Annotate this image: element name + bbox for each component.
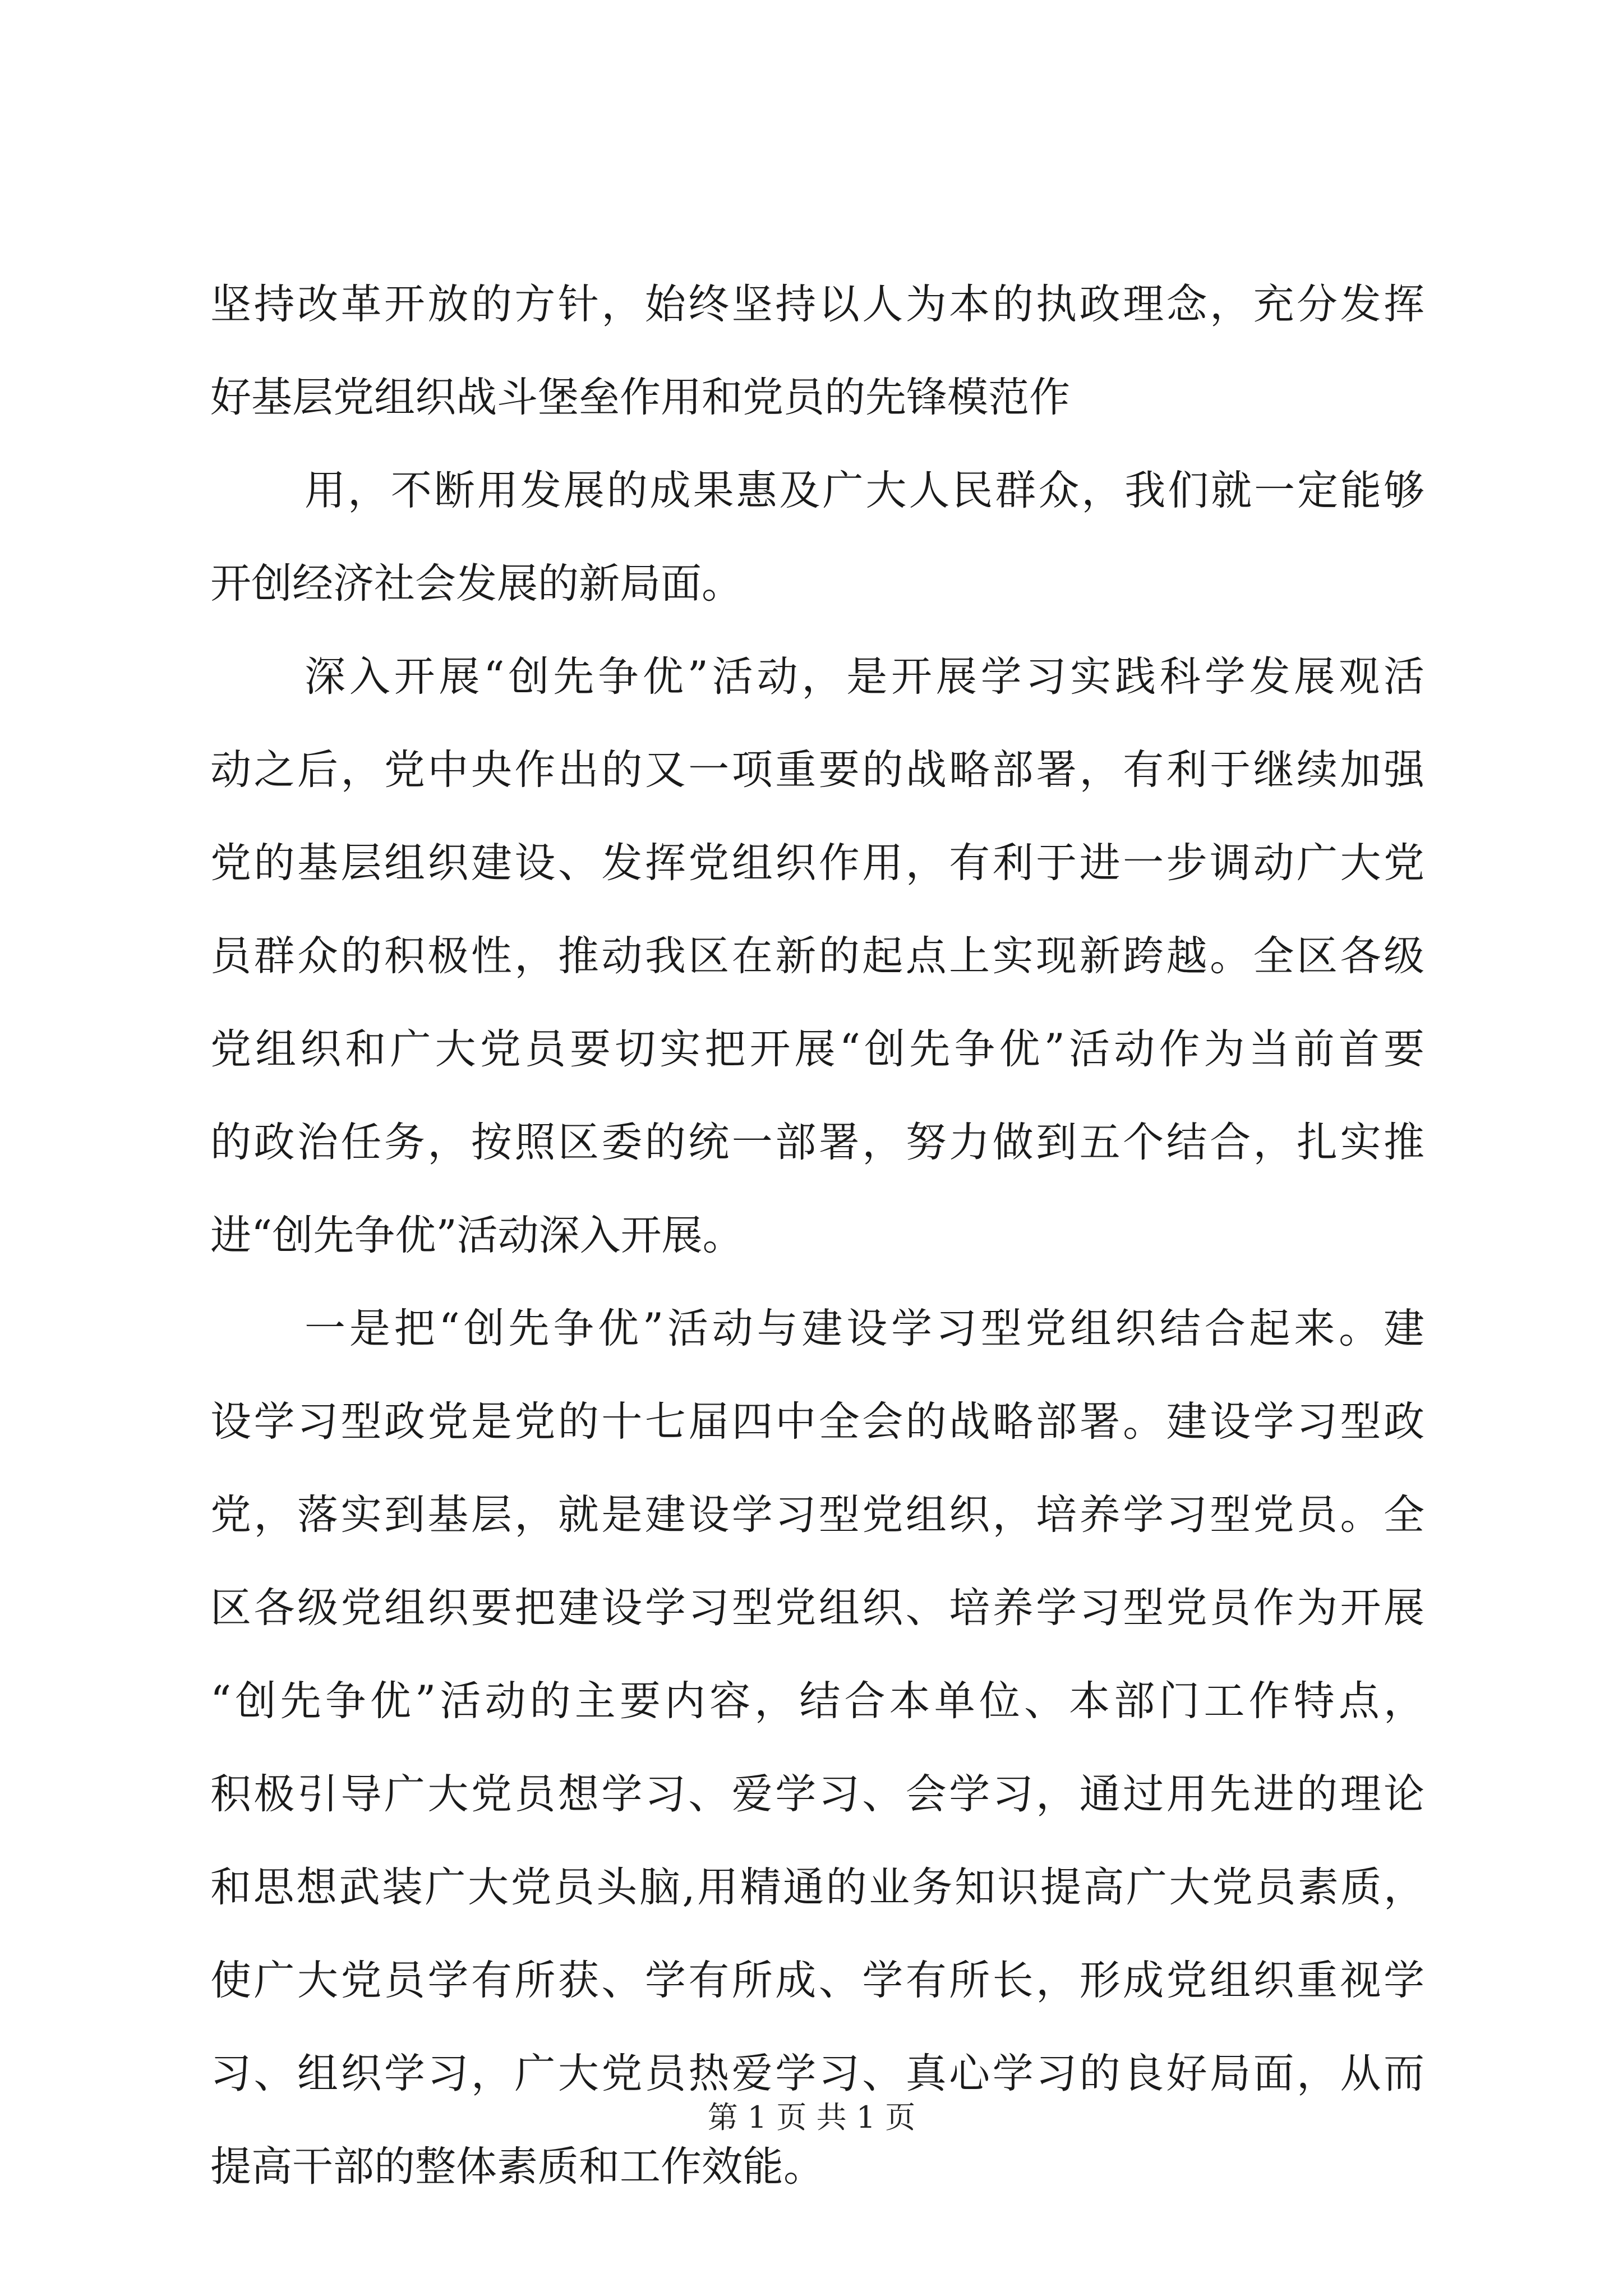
paragraph-line: 习、组织学习，广大党员热爱学习、真心学习的良好局面，从而: [210, 2050, 1424, 2097]
paragraph-line: 区各级党组织要把建设学习型党组织、培养学习型党员作为开展: [210, 1584, 1424, 1632]
page-footer: 第 1 页 共 1 页: [707, 2100, 916, 2135]
paragraph-line: “创先争优”活动的主要内容，结合本单位、本部门工作特点，: [210, 1677, 1424, 1725]
paragraph-line: 一是把“创先争优”活动与建设学习型党组织结合起来。建: [305, 1305, 1424, 1352]
paragraph-line: 的政治任务，按照区委的统一部署，努力做到五个结合，扎实推: [210, 1119, 1424, 1166]
document-body: [210, 258, 1424, 2214]
paragraph-line: 党，落实到基层，就是建设学习型党组织，培养学习型党员。全: [210, 1491, 1424, 1539]
paragraph-line: 和思想武装广大党员头脑,用精通的业务知识提高广大党员素质，: [210, 1864, 1424, 1911]
paragraph-line: 坚持改革开放的方针，始终坚持以人为本的执政理念，充分发挥: [210, 280, 1424, 328]
paragraph-line: 用，不断用发展的成果惠及广大人民群众，我们就一定能够: [305, 467, 1424, 514]
paragraph-line: 好基层党组织战斗堡垒作用和党员的先锋模范作: [210, 374, 1070, 421]
paragraph-line: 员群众的积极性，推动我区在新的起点上实现新跨越。全区各级: [210, 932, 1424, 980]
paragraph-line: 开创经济社会发展的新局面。: [210, 560, 743, 608]
paragraph-line: 积极引导广大党员想学习、爱学习、会学习，通过用先进的理论: [210, 1770, 1424, 1818]
paragraph-line: 设学习型政党是党的十七届四中全会的战略部署。建设学习型政: [210, 1398, 1424, 1446]
paragraph-line: 党的基层组织建设、发挥党组织作用，有利于进一步调动广大党: [210, 839, 1424, 887]
paragraph-line: 提高干部的整体素质和工作效能。: [210, 2143, 824, 2191]
paragraph-line: 动之后，党中央作出的又一项重要的战略部署，有利于继续加强: [210, 746, 1424, 794]
paragraph-line: 党组织和广大党员要切实把开展“创先争优”活动作为当前首要: [210, 1025, 1424, 1073]
paragraph-line: 深入开展“创先争优”活动，是开展学习实践科学发展观活: [305, 653, 1424, 701]
paragraph-line: 进“创先争优”活动深入开展。: [210, 1212, 744, 1259]
paragraph-line: 使广大党员学有所获、学有所成、学有所长，形成党组织重视学: [210, 1957, 1424, 2004]
